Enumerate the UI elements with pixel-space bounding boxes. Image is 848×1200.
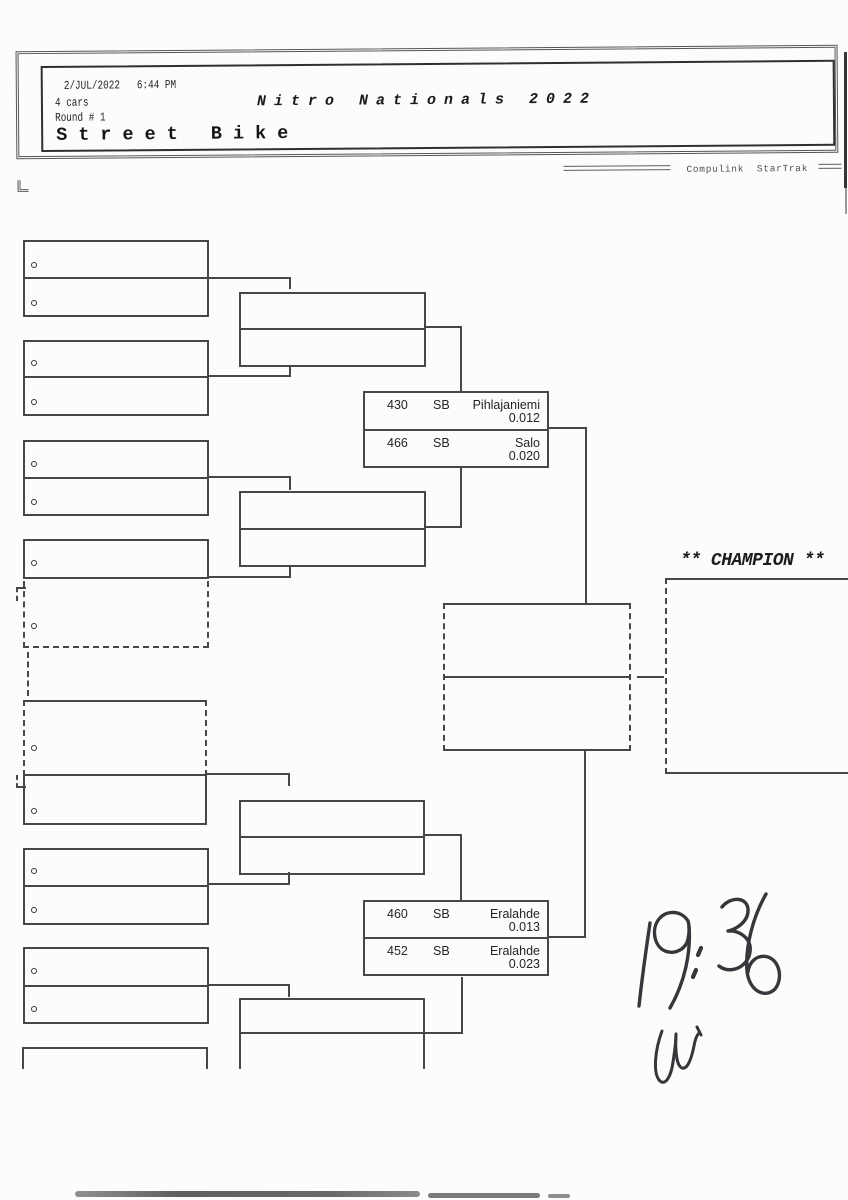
header-round: Round # 1 — [54, 110, 106, 125]
handwritten-initials — [655, 1027, 701, 1082]
entry-number: 430 — [387, 398, 408, 412]
bracket-line — [209, 476, 291, 478]
bracket-line — [461, 977, 463, 1034]
champion-box — [665, 578, 848, 774]
header-car-count: 4 cars — [54, 95, 89, 110]
entry-circle — [31, 907, 37, 913]
bracket-line — [426, 526, 462, 528]
bracket-line — [460, 326, 462, 392]
bracket-line — [207, 773, 290, 775]
scan-edge-mark — [844, 52, 847, 188]
brand-label: Compulink StarTrak — [686, 162, 809, 175]
entry-circle — [31, 745, 37, 751]
entry-number: 466 — [387, 436, 408, 450]
entry-class: SB — [433, 907, 450, 921]
entry-reaction: 0.023 — [508, 957, 540, 971]
scan-artifact-bar — [75, 1191, 420, 1197]
bracket-line — [209, 576, 291, 578]
bracket-line — [460, 834, 462, 901]
bracket-line — [549, 427, 587, 429]
match-slot — [365, 939, 547, 977]
bracket-line — [239, 1032, 425, 1034]
entry-circle — [31, 300, 37, 306]
bracket-line — [289, 566, 291, 578]
bracket-line — [460, 467, 462, 528]
champion-label: ** CHAMPION ** — [680, 551, 825, 571]
match-slot — [365, 393, 547, 431]
entry-reaction: 0.013 — [508, 920, 540, 934]
semifinal-bottom-match — [363, 900, 549, 976]
bracket-pair-box — [23, 240, 209, 317]
bracket-pair-box — [239, 491, 426, 567]
bracket-bye-box — [23, 700, 207, 776]
entry-circle — [31, 968, 37, 974]
header — [0, 0, 848, 233]
entry-circle — [31, 399, 37, 405]
bracket-slot-box — [23, 774, 207, 825]
entry-driver: Eralahde — [489, 907, 540, 921]
entry-driver: Eralahde — [489, 944, 540, 958]
bye-link-line — [27, 652, 29, 696]
entry-class: SB — [433, 944, 450, 958]
bracket-line — [289, 277, 291, 289]
entry-circle — [31, 868, 37, 874]
entry-circle — [31, 1006, 37, 1012]
bracket-line — [637, 676, 664, 678]
bracket-line — [209, 375, 291, 377]
event-title: Nitro Nationals 2022 — [256, 90, 598, 111]
bracket-line — [443, 676, 631, 678]
bracket-pair-box — [239, 292, 426, 367]
entry-reaction: 0.012 — [508, 411, 540, 425]
entry-reaction: 0.020 — [508, 449, 540, 463]
bracket-line — [209, 984, 290, 986]
bracket-line — [549, 936, 586, 938]
entry-circle — [31, 262, 37, 268]
bracket-pair-box — [23, 947, 209, 1024]
bye-corner-mark — [16, 587, 26, 601]
scan-artifact-bar — [428, 1193, 540, 1198]
bracket-pair-box — [23, 340, 209, 416]
bracket-pair-box — [23, 848, 209, 925]
bye-corner-mark — [16, 775, 26, 788]
bracket-line — [209, 883, 290, 885]
match-slot — [365, 902, 547, 940]
bracket-slot-box — [23, 539, 209, 579]
scan-edge-mark-faint — [845, 188, 847, 214]
entry-driver: Pihlajaniemi — [472, 398, 540, 412]
entry-circle — [31, 499, 37, 505]
bracket-line — [584, 750, 586, 938]
bracket-line — [425, 834, 462, 836]
entry-circle — [31, 623, 37, 629]
bracket-pair-box — [23, 440, 209, 516]
bracket-line — [209, 277, 291, 279]
brand-rule-left — [563, 165, 670, 171]
entry-class: SB — [433, 398, 450, 412]
entry-number: 460 — [387, 907, 408, 921]
bracket-line — [425, 1032, 463, 1034]
bracket-bye-box — [23, 581, 209, 648]
bracket-line — [426, 326, 462, 328]
bracket-pair-box — [239, 800, 425, 875]
scan-artifact-bar — [548, 1194, 570, 1198]
entry-circle — [31, 560, 37, 566]
bracket-line — [288, 773, 290, 786]
entry-circle — [31, 461, 37, 467]
brand-rule-right — [818, 164, 841, 169]
page-corner-mark — [18, 180, 29, 192]
entry-circle — [31, 360, 37, 366]
entry-class: SB — [433, 436, 450, 450]
entry-number: 452 — [387, 944, 408, 958]
semifinal-top-match — [363, 391, 549, 468]
category-title: Street Bike — [56, 122, 300, 146]
bracket-line — [288, 984, 290, 997]
bracket-line — [585, 427, 587, 605]
bracket-line — [289, 476, 291, 490]
entry-circle — [31, 808, 37, 814]
bracket-pair-box-cut — [22, 1047, 208, 1069]
match-slot — [365, 431, 547, 469]
entry-driver: Salo — [514, 436, 540, 450]
header-datetime: 2/JUL/2022 6:44 PM — [63, 77, 177, 93]
